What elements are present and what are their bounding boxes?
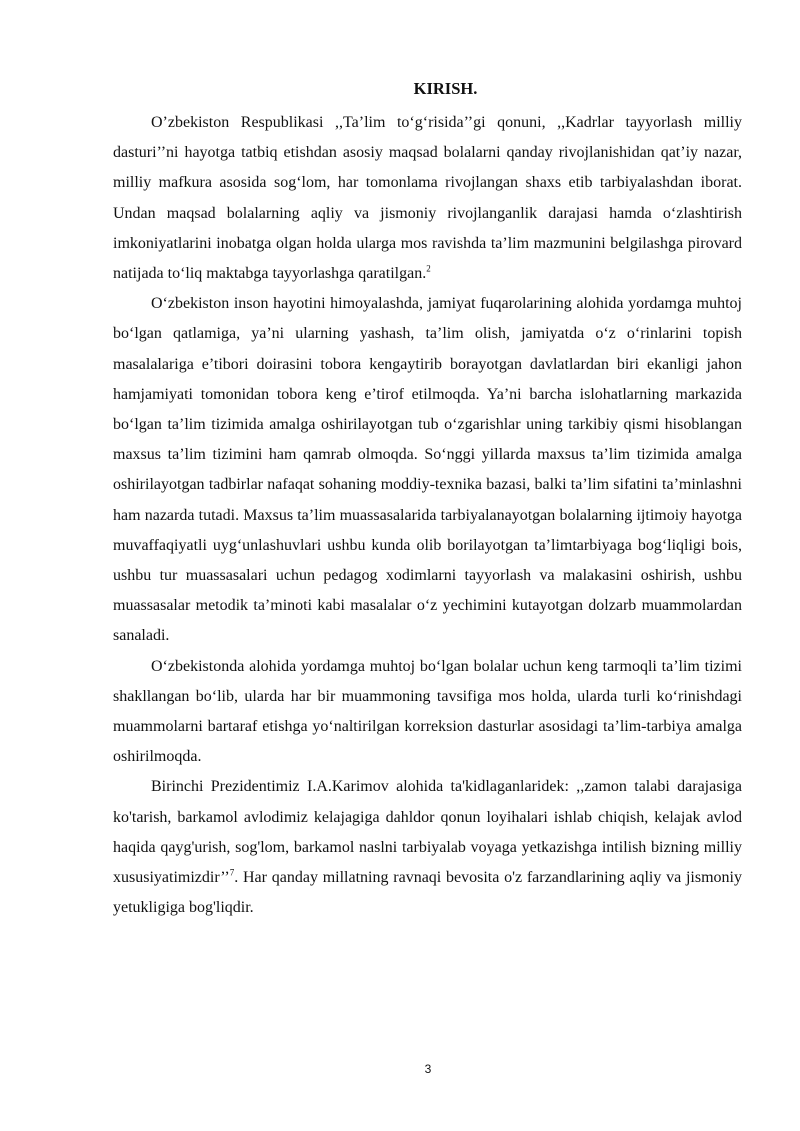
paragraph-text-continued: . Har qanday millatning ravnaqi bevosita o'z farzandlarining aqliy va jismoniy yetukligiga bog'liqdir. — [113, 869, 742, 917]
document-page — [113, 78, 742, 923]
footnote-marker: 2 — [426, 263, 431, 274]
paragraph-text: O‘zbekistonda alohida yordamga muhtoj bo‘lgan bolalar uchun keng tarmoqli ta’lim tizimi shakllangan bo‘lib, ularda har bir muammoning tavsifiga mos holda, ularda turli ko‘rinishdagi muammolarni bartaraf etishga yo‘naltirilgan korreksion dasturlar asosidagi ta’lim-tarbiya amalga oshirilmoqda. — [113, 657, 742, 766]
page-title: KIRISH. — [413, 79, 478, 98]
paragraph-text: O‘zbekiston inson hayotini himoyalashda, jamiyat fuqarolarining alohida yordamga muhtoj bo‘lgan qatlamiga, ya’ni ularning yashash, ta’lim olish, jamiyatda o‘z o‘rinlarini topish masalalariga e’tibori doirasini tobora kengaytirib borayotgan davlatlardan biri ekanligi jahon hamjamiyati tomonidan tobora keng e’tirof etilmoqda. Ya’ni barcha islohatlarning markazida bo‘lgan ta’lim tizimida amalga oshirilayotgan tub o‘zgarishlar uning tarkibiy qismi hisoblangan maxsus ta’lim tizimini ham qamrab olmoqda. So‘nggi yillarda maxsus ta’lim tizimida amalga oshirilayotgan tadbirlar nafaqat sohaning moddiy-texnika bazasi, balki ta’lim sifatini ta’minlashni ham nazarda tutadi. Maxsus ta’lim muassasalarida tarbiyalanayotgan bolalarning ijtimoiy hayotga muvaffaqiyatli uyg‘unlashuvlari ushbu kunda olib borilayotgan ta’limtarbiyaga bog‘liqligi bois, ushbu tur muassasalari uchun pedagog xodimlarni tayyorlash va malakasini oshirish, ushbu muassasalar metodik ta’minoti kabi masalalar o‘z yechimini kutayotgan dolzarb muammolardan sanaladi. — [113, 295, 742, 645]
footnote-marker: 7 — [229, 867, 235, 878]
paragraph-3 — [113, 652, 742, 773]
paragraph-2 — [113, 289, 742, 651]
paragraph-1 — [113, 108, 742, 289]
paragraph-text: Birinchi Prezidentimiz I.A.Karimov alohida ta'kidlaganlaridek: ,,zamon talabi darajasiga ko'tarish, barkamol avlodimiz kelajagiga dahldor qonun loyihalari ishlab chiqish, kelajak avlod haqida qayg'urish, sog'lom, barkamol naslni tarbiyalab voyaga yetkazishga intilish bizning milliy xususiyatimizdir’’ — [113, 778, 742, 887]
paragraph-4 — [113, 772, 742, 923]
paragraph-text: O’zbekiston Respublikasi ,,Ta’lim to‘g‘risida’’gi qonuni, ,,Kadrlar tayyorlash milliy dasturi’’ni hayotga tatbiq etishdan asosiy maqsad bolalarni qanday rivojlanishidan qat’iy nazar, milliy mafkura asosida sog‘lom, har tomonlama rivojlangan shaxs etib tarbiyalashdan iborat. Undan maqsad bolalarning aqliy va jismoniy rivojlanganlik darajasi hamda o‘zlashtirish imkoniyatlarini inobatga olgan holda ularga mos ravishda ta’lim mazmunini belgilashga pirovard natijada to‘liq maktabga tayyorlashga qaratilgan. — [113, 114, 742, 283]
page-number: 3 — [424, 1062, 432, 1076]
